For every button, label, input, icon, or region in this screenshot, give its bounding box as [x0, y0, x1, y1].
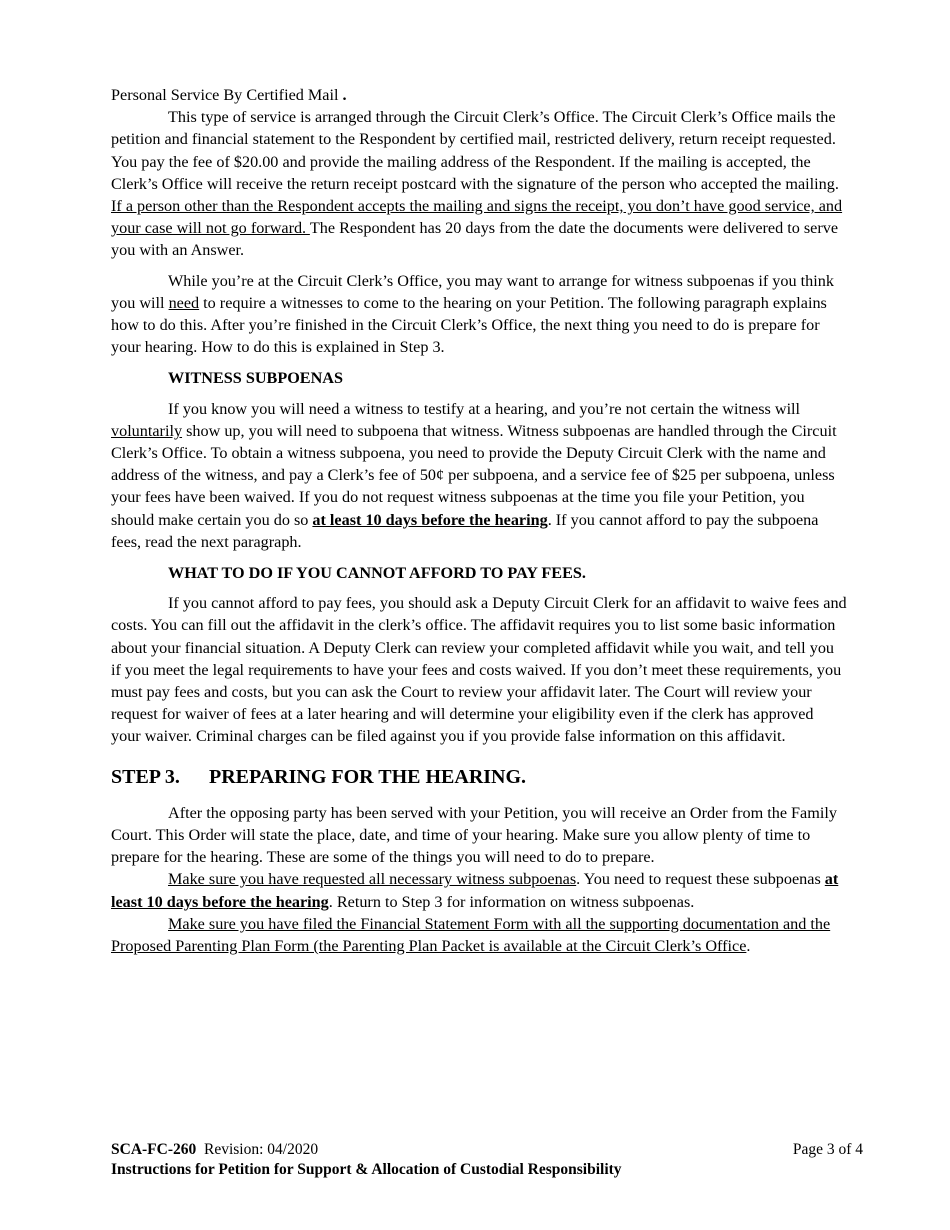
section-title-mark: . [342, 86, 347, 104]
section-title [111, 84, 847, 106]
paragraph-fee-waiver: If you cannot afford to pay fees, you should ask a Deputy Circuit Clerk for an affidavit to waive fees and costs. You can fill out the affidavit in the clerk’s office. The affidavit requires you to list some basic information about your financial situation. A Deputy Clerk can review your completed affidavit while you wait, and tell you if you meet the legal requirements to have your fees and costs waived. If you don’t meet these requirements, you must pay fees and costs, but you can ask the Court to review your affidavit later. The Court will review your request for waiver of fees at a later hearing and will determine your eligibility even if the clerk has approved your waiver. Criminal charges can be filed against you if you provide false information on this affidavit. [111, 594, 847, 746]
underlined-warning: If a person other than the Respondent accepts the mailing and signs the receipt, you don’t have good service, and your case will not go forward. [111, 197, 843, 238]
deadline-emphasis: at least 10 days before the hearing [312, 510, 548, 529]
witness-subpoenas-heading: WITNESS SUBPOENAS [168, 369, 343, 388]
form-title: Instructions for Petition for Support & Allocation of Custodial Responsibility [111, 1161, 622, 1178]
underlined-need: need [168, 293, 200, 312]
document-body [111, 84, 847, 957]
paragraph-hearing-order: After the opposing party has been served with your Petition, you will receive an Order from the Family Court. This Order will state the place, date, and time of your hearing. Make sure you allow plenty of time to prepare for the hearing. These are some of the things you will need to do to prepare. [111, 803, 837, 867]
underlined-voluntarily: voluntarily [111, 421, 183, 440]
fees-heading: WHAT TO DO IF YOU CANNOT AFFORD TO PAY FEES. [168, 564, 586, 583]
underlined-requirement: Make sure you have filed the Financial Statement Form with all the supporting documentation and the Proposed Parenting Plan Form (the Parenting Plan Packet is available at the Circuit Clerk’s Office [111, 914, 831, 955]
paragraph-request-subpoenas: Make sure you have requested all necessary witness subpoenas. You need to request these subpoenas at least 10 days before the hearing. Return to Step 3 for information on witness subpoenas. [111, 870, 839, 911]
paragraph-financial-statement: Make sure you have filed the Financial Statement Form with all the supporting documentation and the Proposed Parenting Plan Form (the Parenting Plan Packet is available at the Circuit Clerk’s Office. [111, 914, 831, 955]
revision-date: Revision: 04/2020 [204, 1141, 319, 1158]
section-title-text: Personal Service By Certified Mail [111, 86, 339, 104]
form-revision [111, 1140, 318, 1160]
step-title: PREPARING FOR THE HEARING. [209, 765, 527, 788]
page-footer [111, 1140, 863, 1180]
step-3-heading [111, 764, 847, 790]
paragraph-certified-mail: This type of service is arranged through the Circuit Clerk’s Office. The Circuit Clerk’s Office mails the petition and financial statement to the Respondent by certified mail, restricted delivery, return receipt requested. You pay the fee of $20.00 and provide the mailing address of the Respondent. If the mailing is accepted, the Clerk’s Office will receive the return receipt postcard with the signature of the person who accepted the mailing. If a person other than the Respondent accepts the mailing and signs the receipt, you don’t have good service, and your case will not go forward. The Respondent has 20 days from the date the documents were delivered to serve you with an Answer. [111, 108, 843, 260]
page-number: Page 3 of 4 [792, 1141, 863, 1158]
underlined-requirement: Make sure you have requested all necessary witness subpoenas [168, 870, 577, 889]
step-number: STEP 3. [111, 765, 180, 788]
paragraph-clerk-office: While you’re at the Circuit Clerk’s Office, you may want to arrange for witness subpoenas if you think you will need to require a witnesses to come to the hearing on your Petition. The following paragraph explains how to do this. After you’re finished in the Circuit Clerk’s Office, the next thing you need to do is prepare for your hearing. How to do this is explained in Step 3. [111, 271, 834, 357]
form-id: SCA-FC-260 [111, 1141, 197, 1158]
deadline-emphasis: at least 10 days before the hearing [111, 870, 839, 911]
paragraph-witness-subpoenas: If you know you will need a witness to testify at a hearing, and you’re not certain the witness will voluntarily show up, you will need to subpoena that witness. Witness subpoenas are handled through the Circuit Clerk’s Office. To obtain a witness subpoena, you need to provide the Deputy Circuit Clerk with the name and address of the witness, and pay a Clerk’s fee of 50¢ per subpoena, and a service fee of $25 per subpoena, unless your fees have been waived. If you do not request witness subpoenas at the time you file your Petition, you should make certain you do so at least 10 days before the hearing. If you cannot afford to pay the subpoena fees, read the next paragraph. [111, 399, 837, 551]
